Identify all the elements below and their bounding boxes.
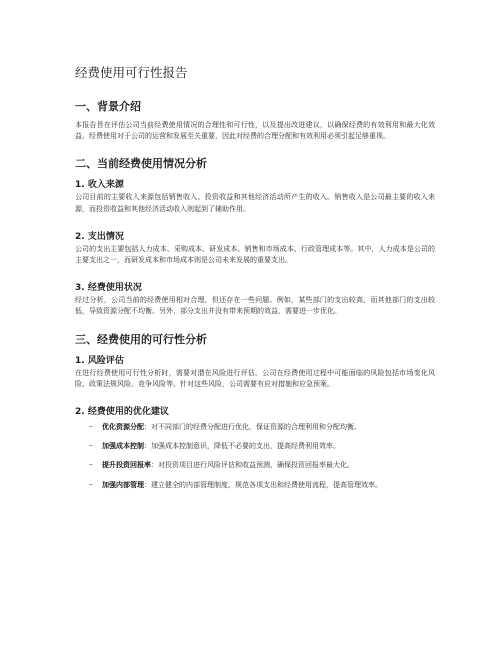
subsection-heading-expenses: 2. 支出情况 — [75, 231, 124, 242]
dash-bullet-icon: – — [89, 460, 93, 469]
dash-bullet-icon: – — [89, 422, 93, 431]
list-item-bold: 提升投资回报率 — [102, 460, 151, 470]
section-heading-background: 一、背景介绍 — [75, 100, 141, 113]
section-heading-current-analysis: 二、当前经费使用情况分析 — [75, 157, 207, 171]
subsection-heading-risk: 1. 风险评估 — [75, 355, 124, 366]
subsection-paragraph-usage-status: 经过分析，公司当前的经费使用相对合理，但还存在一些问题。例如，某些部门的支出较高，而其他部门的支出较低，导致资源分配不均衡。另外，部分支出并没有带来预期的效益，需要进一步优化。 — [75, 296, 435, 316]
document-title: 经费使用可行性报告 — [75, 65, 188, 80]
section-paragraph-background: 本报告旨在评估公司当前经费使用情况的合理性和可行性，以及提出改进建议，以确保经费的有效利用和最大化效益。经费使用对于公司的运营和发展至关重要，因此对经费的合理分配和有效利用必须引起足够重视。 — [75, 121, 435, 141]
subsection-paragraph-risk: 在进行经费使用可行性分析时，需要对潜在风险进行评估。公司在经费使用过程中可能面临的风险包括市场变化风险、政策法规风险、竞争风险等。针对这些风险，公司需要有应对措施和应急预案。 — [75, 368, 435, 388]
list-item-bold: 优化资源分配 — [102, 422, 144, 432]
section-heading-feasibility: 三、经费使用的可行性分析 — [75, 332, 207, 346]
subsection-heading-income: 1. 收入来源 — [75, 180, 124, 191]
optimization-list — [75, 421, 435, 491]
dash-bullet-icon: – — [89, 441, 93, 450]
list-item-text: ：对投资项目进行风险评估和收益预测，确保投资回报率最大化。 — [151, 461, 354, 470]
subsection-heading-optimization: 2. 经费使用的优化建议 — [75, 407, 169, 418]
subsection-paragraph-income: 公司目前的主要收入来源包括销售收入、投资收益和其他经济活动所产生的收入。销售收入是公司最主要的收入来源，而投资收益和其他经济活动收入则起到了辅助作用。 — [75, 193, 435, 213]
document-body — [75, 63, 435, 498]
list-item-text: ：建立健全的内部管理制度，规范各项支出和经费使用流程，提高管理效率。 — [144, 480, 382, 489]
subsection-paragraph-expenses: 公司的支出主要包括人力成本、采购成本、研发成本、销售和市场成本、行政管理成本等。其中，人力成本是公司的主要支出之一，而研发成本和市场成本则是公司未来发展的重要支出。 — [75, 244, 435, 265]
list-item — [75, 421, 435, 433]
list-item-text: ：加强成本控制意识，降低不必要的支出，提高经费利用效率。 — [144, 442, 340, 451]
list-item — [75, 479, 435, 491]
list-item-bold: 加强成本控制 — [102, 441, 144, 451]
list-item — [75, 459, 435, 471]
dash-bullet-icon: – — [89, 479, 93, 488]
list-item — [75, 440, 435, 452]
list-item-text: ：对不同部门的经费分配进行优化，保证资源的合理利用和分配均衡。 — [144, 423, 361, 432]
list-item-bold: 加强内部管理 — [102, 479, 144, 489]
subsection-heading-usage-status: 3. 经费使用状况 — [75, 283, 142, 294]
